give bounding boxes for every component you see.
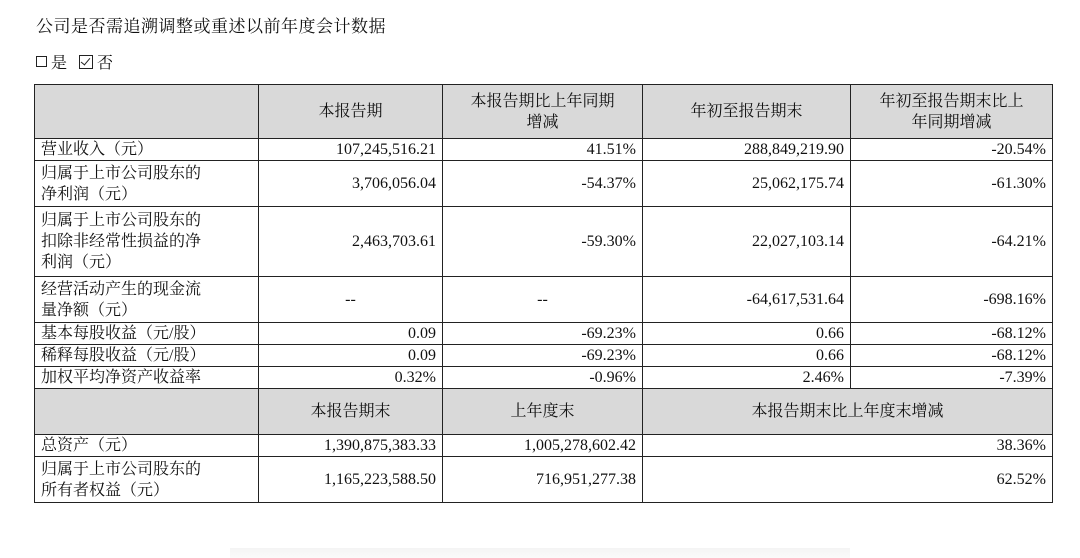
table-row <box>35 139 1053 161</box>
restatement-choice <box>36 50 113 73</box>
table-cell: 716,951,277.38 <box>443 457 643 503</box>
table-cell: 0.09 <box>259 323 443 345</box>
section-title: 公司是否需追溯调整或重述以前年度会计数据 <box>36 17 386 36</box>
row-label: 归属于上市公司股东的 扣除非经常性损益的净 利润（元） <box>35 207 259 277</box>
table-cell: 0.09 <box>259 345 443 367</box>
table-cell: -68.12% <box>851 345 1053 367</box>
table-row <box>35 207 1053 277</box>
table-cell: 22,027,103.14 <box>643 207 851 277</box>
row-label: 加权平均净资产收益率 <box>35 367 259 389</box>
row-label: 总资产（元） <box>35 435 259 457</box>
table-cell: -64,617,531.64 <box>643 277 851 323</box>
table-cell: 0.66 <box>643 323 851 345</box>
table-cell: 41.51% <box>443 139 643 161</box>
table-cell: 62.52% <box>643 457 1053 503</box>
table-cell: -- <box>443 277 643 323</box>
table-cell: 2.46% <box>643 367 851 389</box>
row-label: 稀释每股收益（元/股） <box>35 345 259 367</box>
table-cell: 25,062,175.74 <box>643 161 851 207</box>
table-row <box>35 161 1053 207</box>
table-cell: 107,245,516.21 <box>259 139 443 161</box>
table-cell: -69.23% <box>443 345 643 367</box>
row-label: 归属于上市公司股东的 所有者权益（元） <box>35 457 259 503</box>
column-header: 本报告期末 <box>259 389 443 435</box>
table-row <box>35 435 1053 457</box>
table-cell: -59.30% <box>443 207 643 277</box>
table-cell: -64.21% <box>851 207 1053 277</box>
table-row <box>35 323 1053 345</box>
table1-header-row <box>35 85 1053 139</box>
table-row <box>35 457 1053 503</box>
row-label: 经营活动产生的现金流 量净额（元） <box>35 277 259 323</box>
column-header: 年初至报告期末 <box>643 85 851 139</box>
column-header: 上年度末 <box>443 389 643 435</box>
table-cell: -61.30% <box>851 161 1053 207</box>
row-label: 营业收入（元） <box>35 139 259 161</box>
table-cell: -- <box>259 277 443 323</box>
header-corner-cell <box>35 389 259 435</box>
bottom-shadow <box>230 548 850 558</box>
header-corner-cell <box>35 85 259 139</box>
table-cell: 288,849,219.90 <box>643 139 851 161</box>
column-header: 本报告期比上年同期 增减 <box>443 85 643 139</box>
table-cell: 2,463,703.61 <box>259 207 443 277</box>
table2-header-row <box>35 389 1053 435</box>
table-cell: 38.36% <box>643 435 1053 457</box>
table-cell: 0.32% <box>259 367 443 389</box>
table-cell: -7.39% <box>851 367 1053 389</box>
table-row <box>35 345 1053 367</box>
table-cell: 1,165,223,588.50 <box>259 457 443 503</box>
table-cell: -54.37% <box>443 161 643 207</box>
checkbox-no-checked-icon <box>79 55 93 69</box>
table-row <box>35 277 1053 323</box>
checkbox-yes-icon <box>36 56 47 67</box>
table-cell: -69.23% <box>443 323 643 345</box>
option-no-label: 否 <box>97 55 114 72</box>
financial-data-table <box>34 84 1053 503</box>
table-cell: 3,706,056.04 <box>259 161 443 207</box>
table-row <box>35 367 1053 389</box>
column-header: 本报告期末比上年度末增减 <box>643 389 1053 435</box>
row-label: 归属于上市公司股东的 净利润（元） <box>35 161 259 207</box>
column-header: 年初至报告期末比上 年同期增减 <box>851 85 1053 139</box>
table-cell: -0.96% <box>443 367 643 389</box>
column-header: 本报告期 <box>259 85 443 139</box>
table-cell: -68.12% <box>851 323 1053 345</box>
table-cell: 0.66 <box>643 345 851 367</box>
table-cell: -698.16% <box>851 277 1053 323</box>
table-cell: 1,005,278,602.42 <box>443 435 643 457</box>
option-yes-label: 是 <box>51 55 68 72</box>
table-cell: 1,390,875,383.33 <box>259 435 443 457</box>
row-label: 基本每股收益（元/股） <box>35 323 259 345</box>
table-cell: -20.54% <box>851 139 1053 161</box>
